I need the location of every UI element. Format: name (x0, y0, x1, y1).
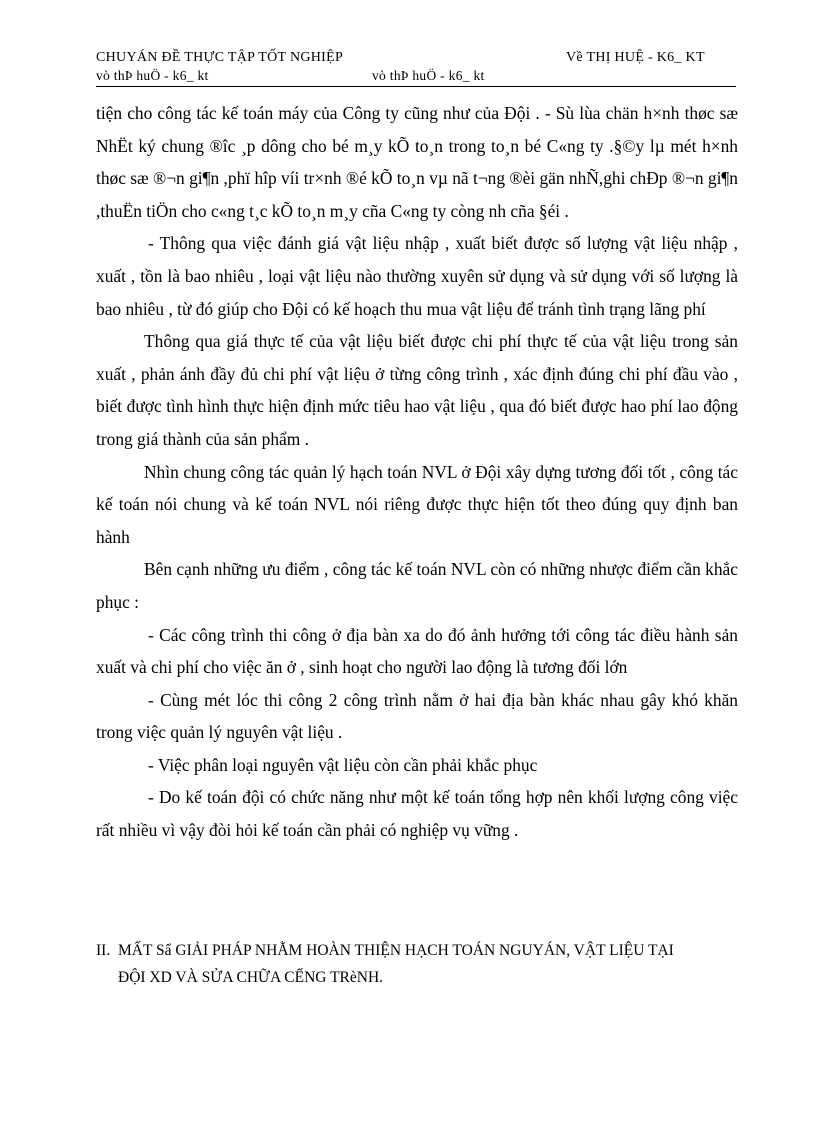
header-document-title: CHUYÁN ĐỀ THỰC TẬP TỐT NGHIỆP (96, 50, 344, 65)
header-sub-middle: vò thÞ huÖ - k6_ kt (372, 68, 485, 83)
paragraph-material-evaluation: - Thông qua việc đánh giá vật liệu nhập , xuất biết được số lượng vật liệu nhập , xuất , tồn là bao nhiêu , loại vật liệu nào thường xuyên sử dụng và sử dụng với số lượng là bao nhiêu , từ đó giúp cho Đội có kế hoạch thu mua vật liệu để tránh tình trạng lãng phí (96, 233, 738, 319)
section-title-line-2: ĐỘI XD VÀ SỬA CHỮA CẾNG TRèNH. (118, 969, 384, 986)
page-header (96, 50, 736, 83)
paragraph-overview: Nhìn chung công tác quản lý hạch toán NVL ở Đội xây dựng tương đối tốt , công tác kế toán nói chung và kế toán NVL nói riêng được thực hiện tốt theo đúng quy định ban hành (96, 461, 738, 547)
paragraph-shortcomings-intro: Bên cạnh những ưu điểm , công tác kế toán NVL còn có những nhược điểm cần khắc phục : (96, 559, 738, 612)
list-item: - Cùng mét lóc thi công 2 công trình nằm ở hai địa bàn khác nhau gây khó khăn trong việc quản lý nguyên vật liệu . (96, 689, 738, 743)
list-item: - Do kế toán đội có chức năng như một kế toán tổng hợp nên khối lượng công việc rất nhiều vì vậy đòi hỏi kế toán cần phải có nghiệp vụ vững . (96, 787, 738, 841)
section-heading (96, 937, 740, 991)
header-divider (96, 86, 736, 87)
section-number: II. (96, 942, 111, 959)
paragraph-continuation: tiện cho công tác kế toán máy của Công ty cũng như của Đội . - Sù lùa chän h×nh thøc sæ NhËt ký chung ®îc ¸p dông cho bé m¸y kÕ to¸n trong to¸n bé C«ng ty .§©y lµ mét h×nh thøc sæ ®¬n gi¶n ,phï hîp víi tr×nh ®é kÕ to¸n vµ nã t¬ng ®èi gän nhÑ,ghi chÐp ®¬n gi¶n ,thuËn tiÖn cho c«ng t¸c kÕ to¸n m¸y cña C«ng ty còng nh cña §éi . (96, 103, 738, 221)
paragraph-actual-price: Thông qua giá thực tế của vật liệu biết được chi phí thực tế của vật liệu trong sản xuất , phản ánh đầy đủ chi phí vật liệu ở từng công trình , xác định đúng chi phí đầu vào , biết được tình hình thực hiện định mức tiêu hao vật liệu , qua đó biết được hao phí lao động trong giá thành của sản phẩm . (96, 331, 738, 449)
document-body (96, 97, 738, 847)
section-title-line-1: MẤT Sẩ GIẢI PHÁP NHẰM HOÀN THIỆN HẠCH TOÁN NGUYÁN, VẬT LIỆU TẠI (118, 942, 674, 959)
header-author: Về THỊ HUỆ - K6_ KT (566, 50, 705, 65)
header-sub-left: vò thÞ huÖ - k6_ kt (96, 68, 209, 83)
list-item: - Các công trình thi công ở địa bàn xa do đó ảnh hưởng tới công tác điều hành sản xuất và chi phí cho việc ăn ở , sinh hoạt cho người lao động là tương đối lớn (96, 624, 738, 678)
list-item: - Việc phân loại nguyên vật liệu còn cần phải khắc phục (148, 754, 538, 775)
